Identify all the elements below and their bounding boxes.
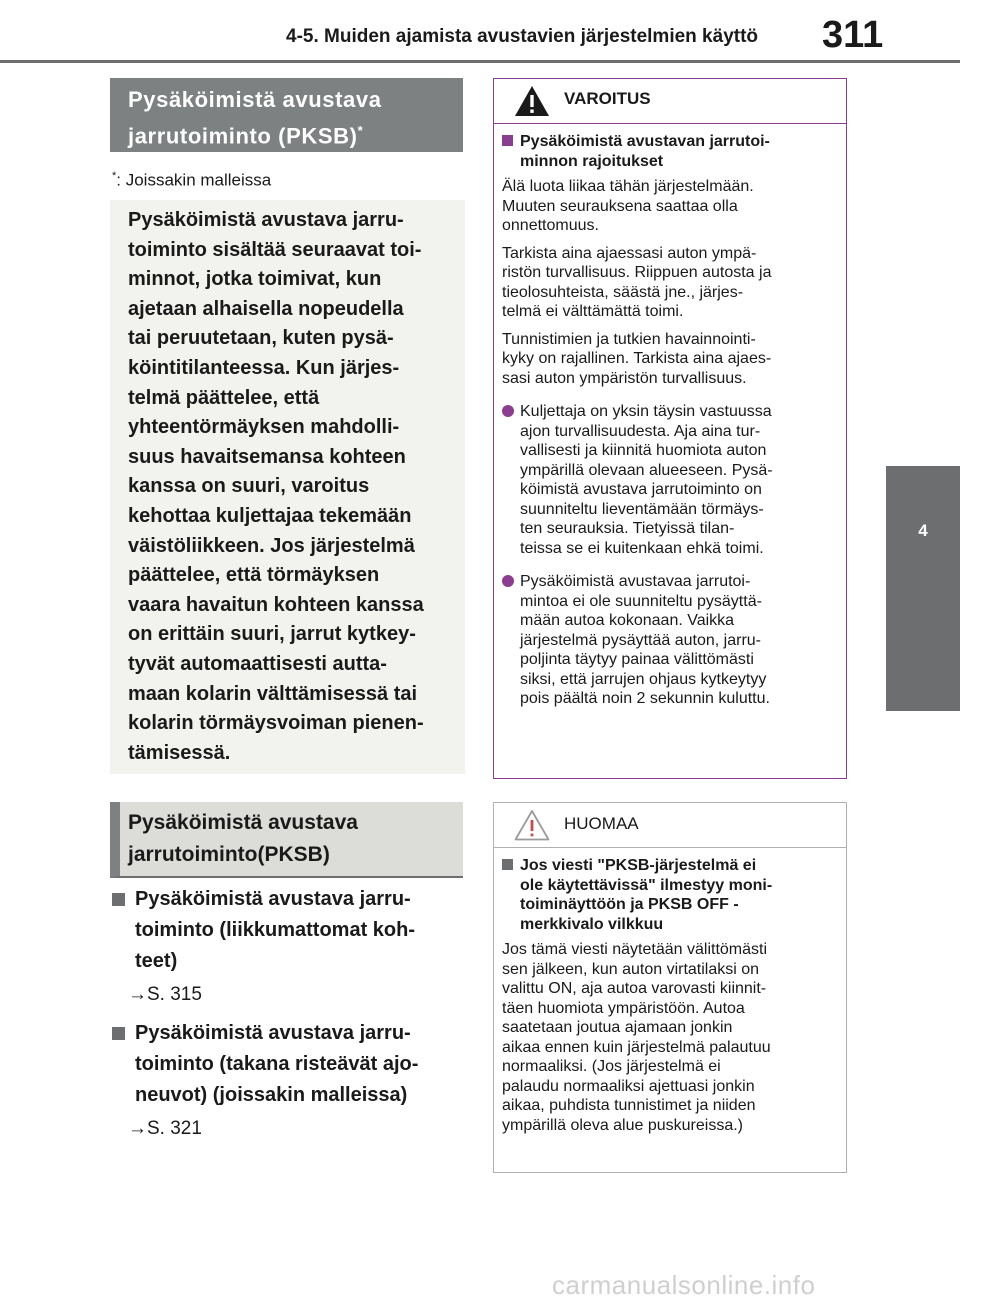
- text-line: kanssa on suuri, varoitus: [128, 475, 370, 498]
- text-line: toiminto (liikkumattomat koh-: [135, 919, 415, 941]
- warning-subheading: [502, 132, 834, 171]
- text-line: ympärillä oleva alue puskureissa.): [502, 1116, 743, 1134]
- square-bullet-icon: [112, 893, 125, 906]
- notice-body: [494, 848, 846, 1135]
- caution-triangle-icon: [514, 809, 550, 841]
- notice-title: HUOMAA: [564, 814, 639, 833]
- text-line: Jos viesti "PKSB-järjestelmä ei: [520, 857, 757, 874]
- chapter-label: Ajaminen: [966, 588, 985, 660]
- section-heading-line1: Pysäköimistä avustava: [128, 811, 358, 834]
- text-line: Pysäköimistä avustavaa jarrutoi-: [520, 573, 751, 590]
- text-line: telmä ei välttämättä toimi.: [502, 303, 684, 320]
- text-line: Pysäköimistä avustava jarru-: [128, 209, 404, 231]
- header-title: 4-5. Muiden ajamista avustavien järjestelmien käyttö: [286, 26, 759, 47]
- text-line: mintoa ei ole suunniteltu pysäyttä-: [520, 592, 762, 610]
- text-line: Tarkista aina ajaessasi auton ympä-: [502, 244, 757, 262]
- chapter-number: 4: [918, 521, 928, 540]
- text-line: Jos tämä viesti näytetään välittömästi: [502, 941, 768, 958]
- section-heading-line2: jarrutoiminto (PKSB)*: [128, 123, 364, 149]
- text-line: Pysäköimistä avustavan jarrutoi-: [520, 133, 770, 150]
- warning-body: [494, 124, 846, 709]
- warning-paragraph-2: [502, 244, 834, 322]
- text-line: teissa se ei kuitenkaan ehkä toimi.: [520, 539, 764, 557]
- text-line: aikaa, puhdista tunnistimet ja niiden: [502, 1097, 756, 1114]
- text-line: täen huomiota ympäristöön. Autoa: [502, 999, 745, 1017]
- footnote: *: Joissakin malleissa: [112, 170, 272, 190]
- summary-text: [128, 206, 455, 768]
- text-line: ten seurauksia. Tietyissä tilan-: [520, 520, 735, 537]
- text-line: köimistä avustava jarrutoiminto on: [520, 481, 762, 498]
- text-line: ympärillä olevaan alueeseen. Pysä-: [520, 461, 773, 479]
- notice-subheading: [502, 856, 834, 934]
- text-line: Älä luota liikaa tähän järjestelmään.: [502, 178, 754, 195]
- text-line: neuvot) (joissakin malleissa): [135, 1084, 408, 1106]
- square-bullet-icon: [502, 859, 513, 870]
- square-bullet-icon: [502, 135, 513, 146]
- warning-bullet-1: [502, 402, 834, 558]
- chapter-side-tab: [886, 466, 960, 711]
- summary-box: [110, 200, 465, 774]
- text-line: vaara havaitun kohteen kanssa: [128, 593, 424, 616]
- section-heading-line2: jarrutoiminto(PKSB): [128, 843, 330, 866]
- text-line: suunniteltu lieventämään törmäys-: [520, 500, 764, 518]
- text-line: päättelee, että törmäyksen: [128, 564, 380, 587]
- text-line: yhteentörmäyksen mahdolli-: [128, 416, 400, 439]
- page-reference-315[interactable]: →S. 315: [128, 984, 202, 1005]
- text-line: pois päältä noin 2 sekunnin kuluttu.: [520, 690, 770, 707]
- text-line: tieolosuhteista, säästä jne., järjes-: [502, 283, 744, 301]
- notice-box: [493, 802, 847, 1173]
- text-line: minnot, jotka toimivat, kun: [128, 268, 382, 291]
- round-bullet-icon: [502, 575, 514, 587]
- text-line: siksi, että jarrujen ohjaus kytkeytyy: [520, 670, 767, 688]
- text-line: saatetaan joutua ajamaan jonkin: [502, 1019, 733, 1036]
- text-line: Pysäköimistä avustava jarru-: [135, 1022, 411, 1044]
- text-line: valittu ON, aja autoa varovasti kiinnit-: [502, 980, 767, 997]
- text-line: sasi auton ympäristön turvallisuus.: [502, 369, 747, 387]
- section-heading-pksb: [110, 78, 463, 152]
- subheading-text: [112, 884, 462, 977]
- text-line: Kuljettaja on yksin täysin vastuussa: [520, 403, 772, 420]
- text-line: suus havaitsemansa kohteen: [128, 445, 406, 468]
- text-line: ajon turvallisuudesta. Aja aina tur-: [520, 422, 761, 440]
- footnote-marker: *: [357, 123, 364, 138]
- section-heading-pksb-overview: [110, 802, 463, 878]
- text-line: poljinta täytyy painaa välittömästi: [520, 651, 754, 668]
- text-line: järjestelmä pysäyttää auton, jarru-: [520, 631, 761, 649]
- page-number: 311: [822, 14, 884, 56]
- text-line: ajetaan alhaisella nopeudella: [128, 297, 404, 320]
- text-line: mään autoa kokonaan. Vaikka: [520, 612, 735, 629]
- text-line: minnon rajoitukset: [520, 152, 664, 170]
- text-line: toiminäyttöön ja PKSB OFF -: [520, 896, 739, 913]
- warning-title: VAROITUS: [564, 89, 651, 108]
- text-line: tyvät automaattisesti autta-: [128, 652, 387, 675]
- subheading-static-objects: [112, 884, 462, 977]
- text-line: normaaliksi. (Jos järjestelmä ei: [502, 1058, 721, 1075]
- text-line: tai peruutetaan, kuten pysä-: [128, 327, 394, 350]
- text-line: Tunnistimien ja tutkien havainnointi-: [502, 330, 756, 348]
- square-bullet-icon: [112, 1027, 125, 1040]
- text-line: telmä päättelee, että: [128, 386, 320, 409]
- subheading-text: [112, 1018, 462, 1111]
- warning-bullet-2: [502, 572, 834, 709]
- text-line: teet): [135, 950, 178, 972]
- text-line: tämisessä.: [128, 741, 231, 764]
- text-line: sen jälkeen, kun auton virtatilaksi on: [502, 960, 760, 978]
- text-line: palaudu normaaliksi ajettuasi jonkin: [502, 1077, 755, 1095]
- text-line: merkkivalo vilkkuu: [520, 915, 664, 933]
- header-rule: [0, 60, 960, 63]
- text-line: toiminto sisältää seuraavat toi-: [128, 238, 422, 261]
- text-line: Muuten seurauksena saattaa olla: [502, 197, 738, 215]
- page-reference-321[interactable]: →S. 321: [128, 1118, 202, 1139]
- text-line: kyky on rajallinen. Tarkista aina ajaes-: [502, 350, 772, 367]
- section-heading-line1: Pysäköimistä avustava: [128, 87, 382, 112]
- text-line: vallisesti ja kiinnitä huomiota auton: [520, 442, 767, 459]
- text-line: onnettomuus.: [502, 217, 599, 234]
- text-line: on erittäin suuri, jarrut kytkey-: [128, 623, 416, 646]
- text-line: maan kolarin välttämisessä tai: [128, 682, 418, 705]
- text-line: ole käytettävissä" ilmestyy moni-: [520, 876, 773, 894]
- warning-box: [493, 78, 847, 779]
- text-line: aikaa ennen kuin järjestelmä palautuu: [502, 1038, 771, 1056]
- warning-paragraph-3: [502, 330, 834, 389]
- text-line: kehottaa kuljettajaa tekemään: [128, 504, 412, 527]
- notice-paragraph: [502, 940, 834, 1135]
- text-line: ristön turvallisuus. Riippuen autosta ja: [502, 264, 772, 281]
- warning-header: [494, 79, 846, 124]
- notice-header: [494, 803, 846, 848]
- watermark: carmanualsonline.info: [552, 1270, 816, 1300]
- text-line: väistöliikkeen. Jos järjestelmä: [128, 534, 415, 557]
- warning-paragraph-1: [502, 177, 834, 236]
- subheading-cross-traffic: [112, 1018, 462, 1111]
- warning-triangle-icon: [514, 85, 550, 117]
- round-bullet-icon: [502, 405, 514, 417]
- text-line: köintitilanteessa. Kun järjes-: [128, 356, 400, 379]
- text-line: toiminto (takana risteävät ajo-: [135, 1053, 419, 1075]
- text-line: Pysäköimistä avustava jarru-: [135, 888, 411, 910]
- text-line: kolarin törmäysvoiman pienen-: [128, 712, 424, 735]
